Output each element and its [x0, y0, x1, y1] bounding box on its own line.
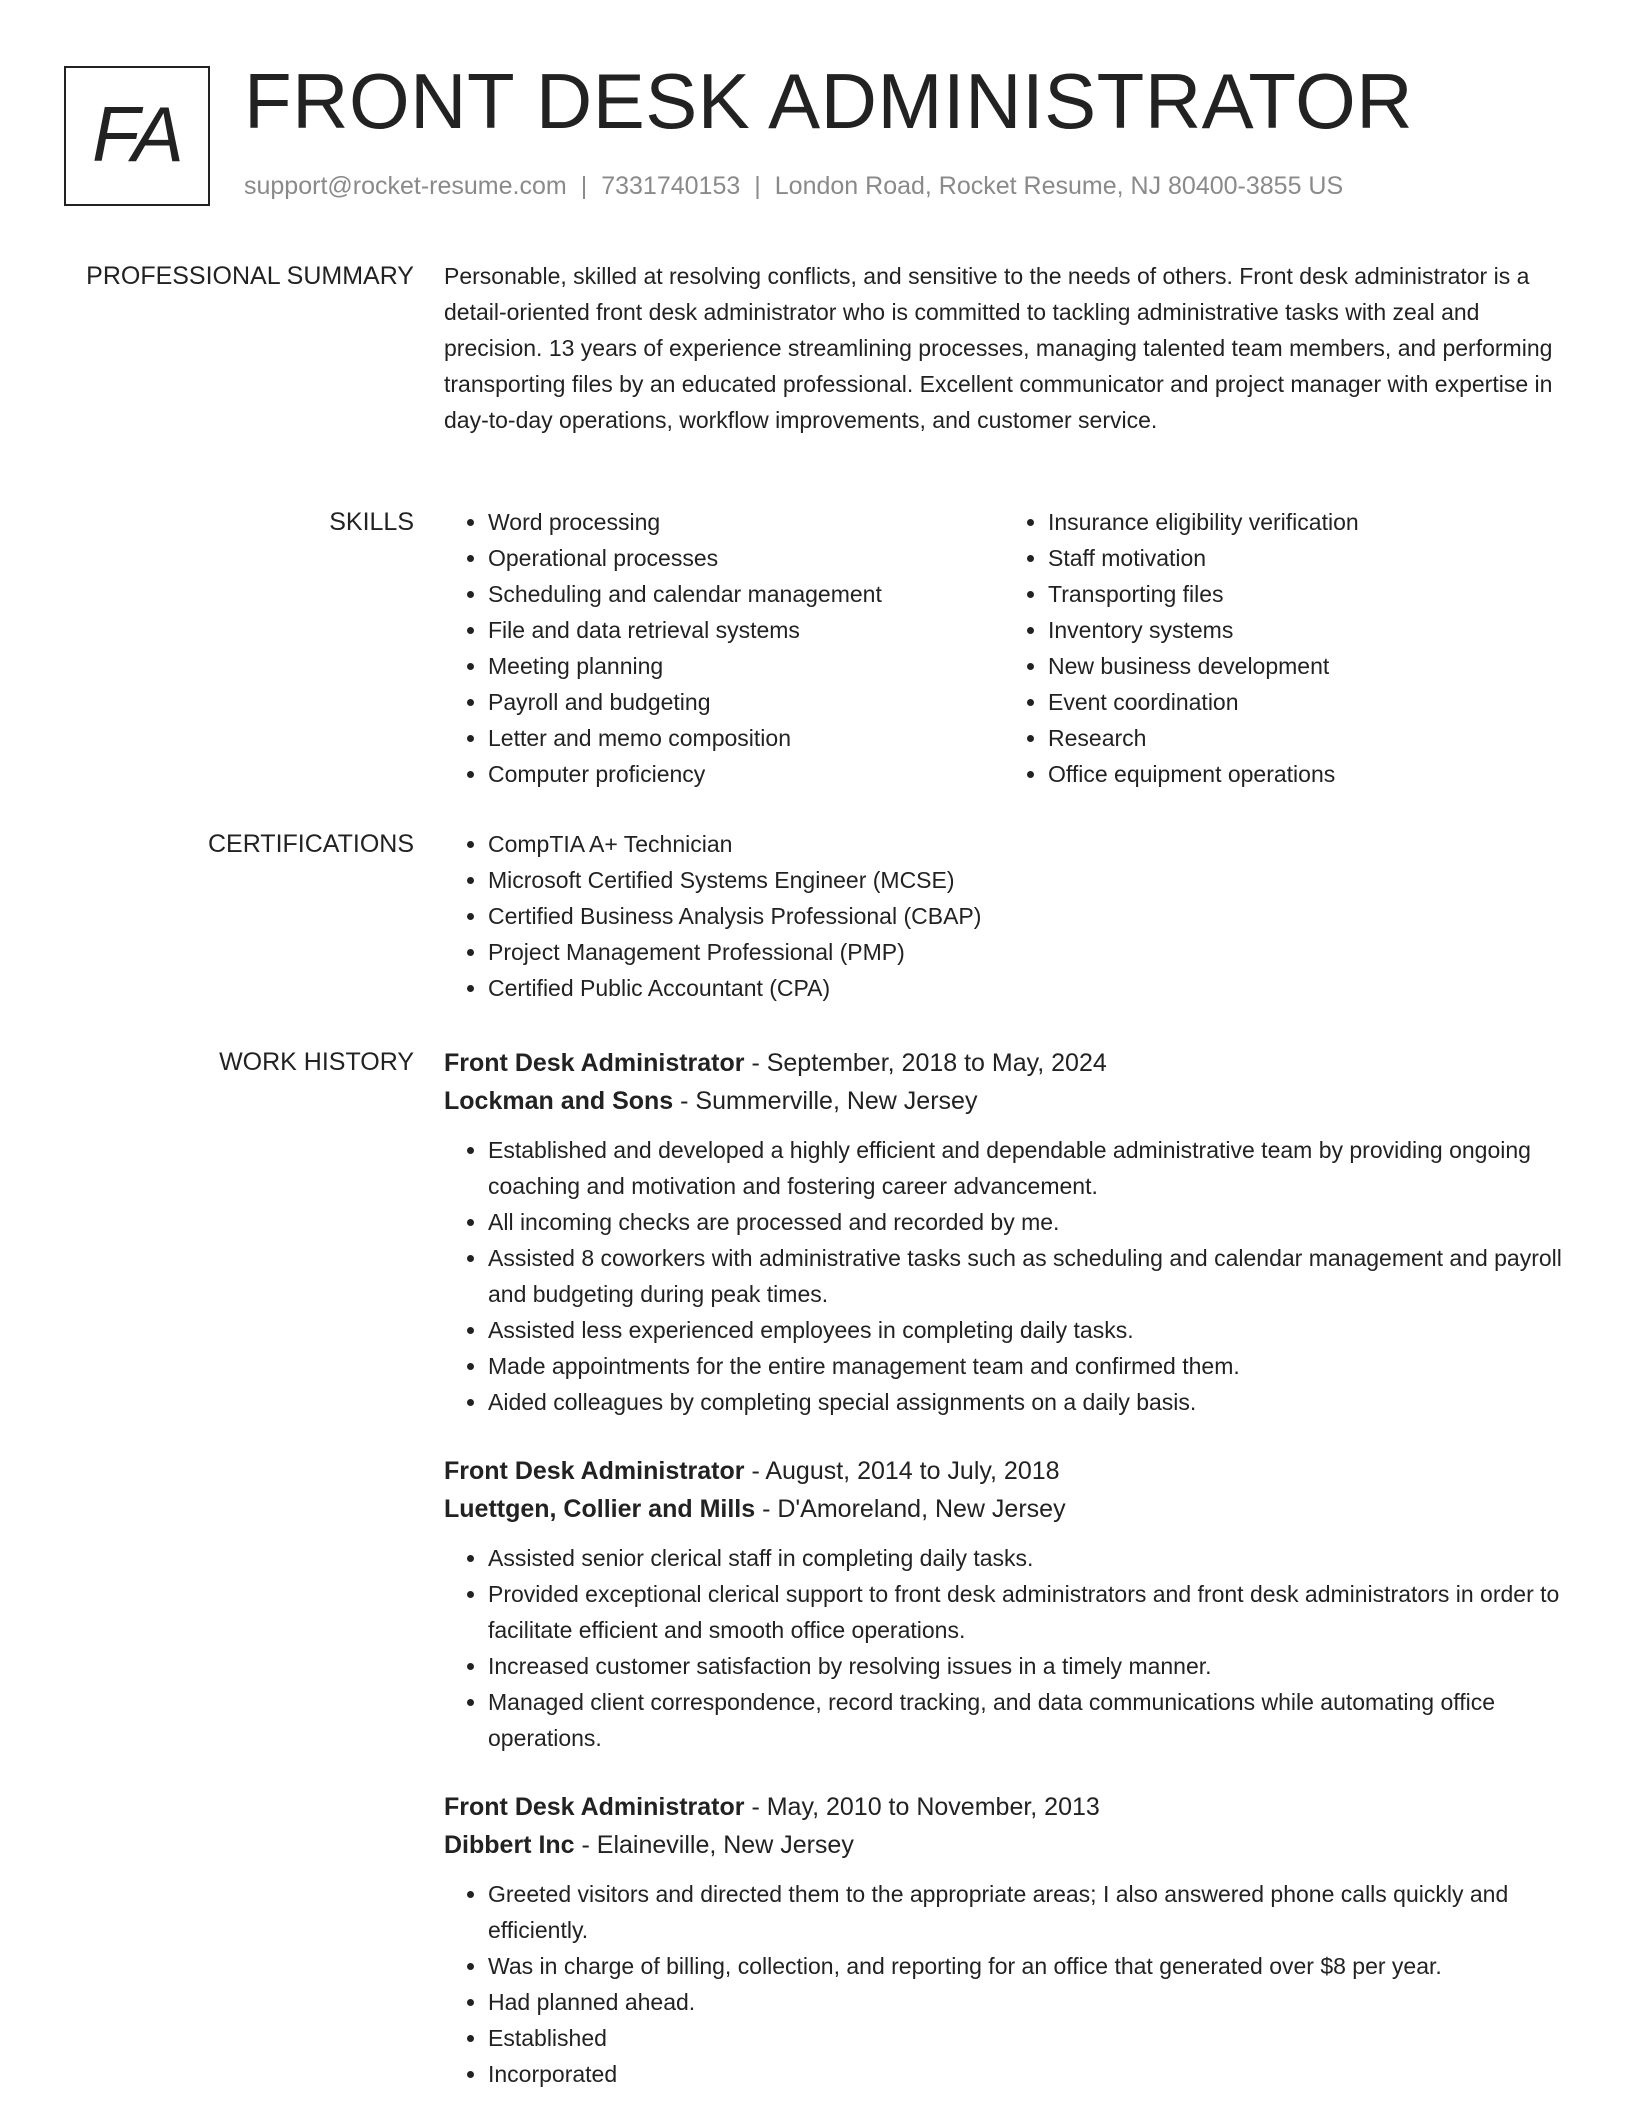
job-entry — [444, 1044, 1564, 1420]
job-title: Front Desk Administrator — [444, 1793, 745, 1821]
skill-item: • Transporting files — [1048, 576, 1564, 612]
job-company: Lockman and Sons — [444, 1087, 674, 1115]
contact-separator: | — [754, 172, 761, 200]
skill-item: • Scheduling and calendar management — [488, 576, 1004, 612]
job-bullet: • Made appointments for the entire management team and confirmed them. — [488, 1348, 1564, 1384]
skill-item: • Research — [1048, 720, 1564, 756]
skill-item: • New business development — [1048, 648, 1564, 684]
job-bullet: • Established and developed a highly efficient and dependable administrative team by providing ongoing coaching and motivation and fostering career advancement. — [488, 1132, 1564, 1204]
job-bullet: • Aided colleagues by completing special assignments on a daily basis. — [488, 1384, 1564, 1420]
work-history-label: WORK HISTORY — [219, 1048, 414, 1076]
job-dates: - August, 2014 to July, 2018 — [744, 1457, 1060, 1485]
job-title-line — [444, 1452, 1564, 1490]
skill-item: • Meeting planning — [488, 648, 1004, 684]
job-location: - Elaineville, New Jersey — [574, 1831, 854, 1859]
skill-item: • Operational processes — [488, 540, 1004, 576]
certification-item: • Certified Business Analysis Professional (CBAP) — [488, 898, 1564, 934]
skills-body — [444, 504, 1564, 792]
summary-body — [444, 258, 1564, 438]
skill-item: • Payroll and budgeting — [488, 684, 1004, 720]
job-bullet: • Assisted less experienced employees in completing daily tasks. — [488, 1312, 1564, 1348]
skill-item: • Inventory systems — [1048, 612, 1564, 648]
job-title: Front Desk Administrator — [444, 1049, 745, 1077]
job-company-line — [444, 1082, 1564, 1120]
job-bullet: • Established — [488, 2020, 1564, 2056]
monogram-text: FA — [92, 89, 182, 178]
job-title: Front Desk Administrator — [444, 1457, 745, 1485]
skill-item: • Insurance eligibility verification — [1048, 504, 1564, 540]
resume-title: FRONT DESK ADMINISTRATOR — [244, 57, 1414, 145]
skill-item: • File and data retrieval systems — [488, 612, 1004, 648]
job-bullets — [444, 1540, 1564, 1756]
job-company-line — [444, 1490, 1564, 1528]
summary-label: PROFESSIONAL SUMMARY — [86, 262, 414, 290]
job-title-line — [444, 1788, 1564, 1826]
skill-item: • Letter and memo composition — [488, 720, 1004, 756]
job-company: Dibbert Inc — [444, 1831, 575, 1859]
job-bullet: • Had planned ahead. — [488, 1984, 1564, 2020]
job-bullet: • Assisted 8 coworkers with administrative tasks such as scheduling and calendar management and payroll and budgeting during peak times. — [488, 1240, 1564, 1312]
job-company-line — [444, 1826, 1564, 1864]
contact-email: support@rocket-resume.com — [244, 172, 567, 200]
certification-item: • CompTIA A+ Technician — [488, 826, 1564, 862]
job-bullet: • Provided exceptional clerical support to front desk administrators and front desk administrators in order to facilitate efficient and smooth office operations. — [488, 1576, 1564, 1648]
skill-item: • Staff motivation — [1048, 540, 1564, 576]
certification-item: • Certified Public Accountant (CPA) — [488, 970, 1564, 1006]
skills-list-left — [444, 504, 1004, 792]
monogram-logo — [64, 66, 210, 206]
contact-address: London Road, Rocket Resume, NJ 80400-3855 US — [774, 172, 1344, 200]
job-bullets — [444, 1876, 1564, 2092]
certifications-label: CERTIFICATIONS — [207, 830, 414, 858]
skills-list-right — [1004, 504, 1564, 792]
certification-item: • Project Management Professional (PMP) — [488, 934, 1564, 970]
skill-item: • Computer proficiency — [488, 756, 1004, 792]
job-entry — [444, 1452, 1564, 1756]
certifications-list — [444, 826, 1564, 1006]
job-dates: - September, 2018 to May, 2024 — [744, 1049, 1107, 1077]
certifications-body — [444, 826, 1564, 1006]
contact-separator: | — [580, 172, 588, 200]
job-bullet: • Increased customer satisfaction by resolving issues in a timely manner. — [488, 1648, 1564, 1684]
skill-item: • Word processing — [488, 504, 1004, 540]
job-bullet: • Assisted senior clerical staff in completing daily tasks. — [488, 1540, 1564, 1576]
work-history-body — [444, 1044, 1564, 2124]
job-bullets — [444, 1132, 1564, 1420]
skill-item: • Office equipment operations — [1048, 756, 1564, 792]
job-bullet: • Greeted visitors and directed them to the appropriate areas; I also answered phone calls quickly and efficiently. — [488, 1876, 1564, 1948]
contact-phone: 7331740153 — [601, 172, 741, 200]
skills-label: SKILLS — [329, 508, 414, 536]
job-dates: - May, 2010 to November, 2013 — [744, 1793, 1100, 1821]
job-company: Luettgen, Collier and Mills — [444, 1495, 756, 1523]
job-location: - D'Amoreland, New Jersey — [755, 1495, 1066, 1523]
job-bullet: • Managed client correspondence, record tracking, and data communications while automating office operations. — [488, 1684, 1564, 1756]
job-location: - Summerville, New Jersey — [673, 1087, 978, 1115]
job-bullet: • All incoming checks are processed and recorded by me. — [488, 1204, 1564, 1240]
skill-item: • Event coordination — [1048, 684, 1564, 720]
job-bullet: • Was in charge of billing, collection, and reporting for an office that generated over $8 per year. — [488, 1948, 1564, 1984]
certification-item: • Microsoft Certified Systems Engineer (MCSE) — [488, 862, 1564, 898]
summary-text: Personable, skilled at resolving conflicts, and sensitive to the needs of others. Front desk administrator is a detail-oriented front desk administrator who is committed to tackling administrative tasks with zeal and precision. 13 years of experience streamlining processes, managing talented team members, and performing transporting files by an educated professional. Excellent communicator and project manager with expertise in day-to-day operations, workflow improvements, and customer service. — [444, 263, 1553, 433]
contact-line — [244, 172, 1343, 201]
job-bullet: • Incorporated — [488, 2056, 1564, 2092]
job-entry — [444, 1788, 1564, 2092]
job-title-line — [444, 1044, 1564, 1082]
